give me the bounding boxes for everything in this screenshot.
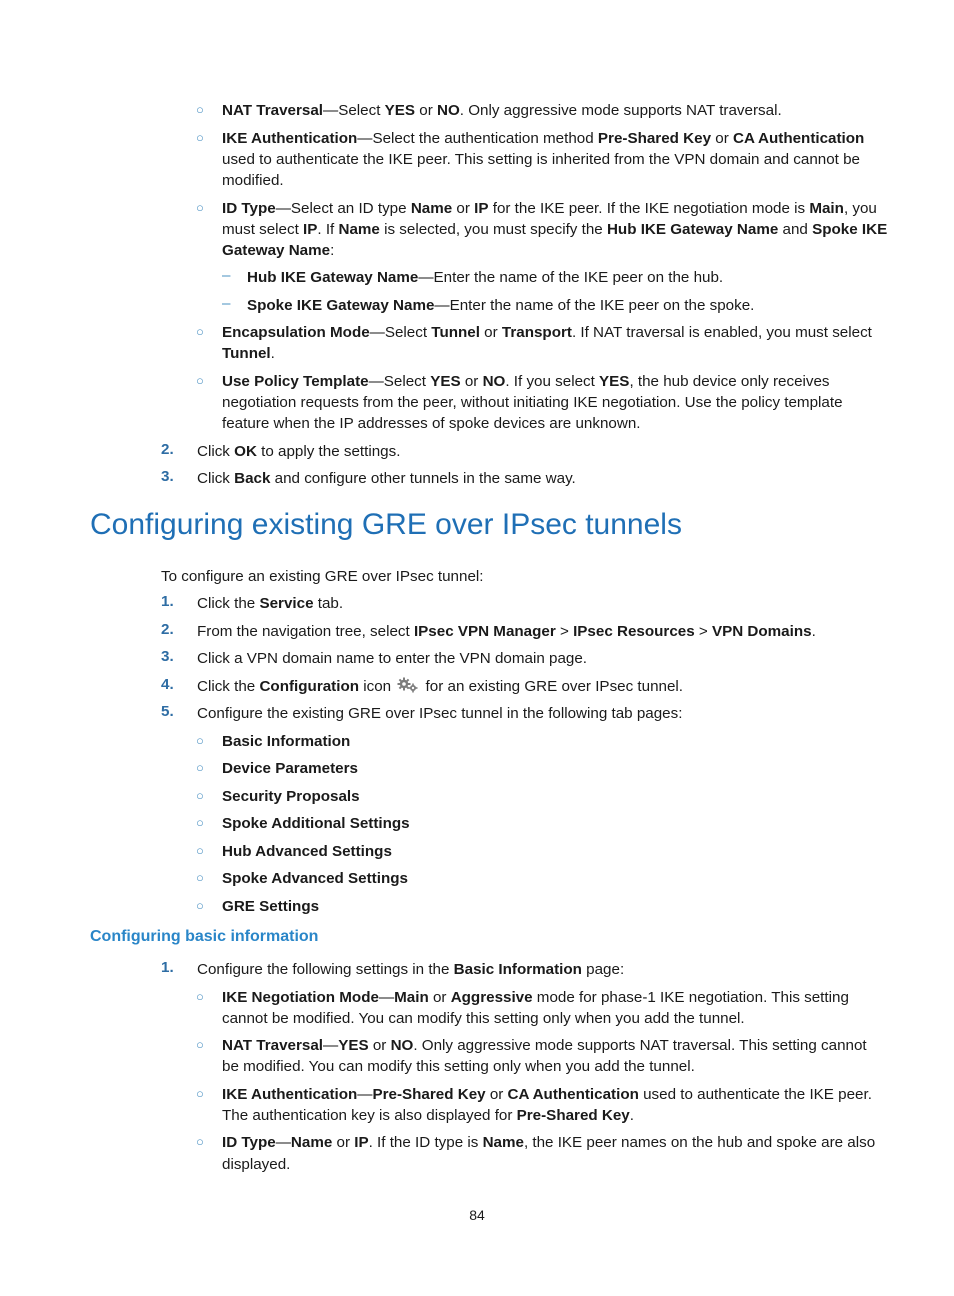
bullet-marker: ○ xyxy=(196,843,204,858)
bullet-marker: ○ xyxy=(196,898,204,913)
step-navigation-tree: From the navigation tree, select IPsec VPN Manager > IPsec Resources > VPN Domains. xyxy=(197,623,816,640)
sub-bullet-spoke-gateway: Spoke IKE Gateway Name—Enter the name of the IKE peer on the spoke. xyxy=(247,297,755,314)
bullet-id-type-line3: Gateway Name: xyxy=(222,242,335,259)
tab-page-item: Spoke Additional Settings xyxy=(222,815,410,832)
bullet-marker: ○ xyxy=(196,733,204,748)
bullet-marker: ○ xyxy=(196,788,204,803)
step-tab-pages: Configure the existing GRE over IPsec tunnel in the following tab pages: xyxy=(197,705,683,722)
dash-marker: – xyxy=(222,267,231,284)
step-number: 1. xyxy=(161,593,174,610)
intro-text: To configure an existing GRE over IPsec tunnel: xyxy=(161,568,484,585)
subsection-title: Configuring basic information xyxy=(90,928,319,945)
bullet-ike-authentication-line2: used to authenticate the IKE peer. This setting is inherited from the VPN domain and cannot be xyxy=(222,151,860,168)
bullet-use-policy-template-line3: feature when the IP addresses of spoke devices are unknown. xyxy=(222,415,641,432)
bullet-ike-negotiation-mode-line2: cannot be modified. You can modify this setting only when you add the tunnel. xyxy=(222,1010,745,1027)
bullet-nat-traversal: NAT Traversal—Select YES or NO. Only aggressive mode supports NAT traversal. xyxy=(222,102,782,119)
tab-page-item: Device Parameters xyxy=(222,760,358,777)
tab-page-item: Spoke Advanced Settings xyxy=(222,870,408,887)
bullet-ike-authentication-line3: modified. xyxy=(222,172,284,189)
bullet-use-policy-template-line2: negotiation requests from the peer, without initiating IKE negotiation. Use the policy template xyxy=(222,394,843,411)
page-number: 84 xyxy=(469,1207,485,1223)
bullet-ike-authentication: IKE Authentication—Select the authentication method Pre-Shared Key or CA Authentication xyxy=(222,130,865,147)
bullet-marker: ○ xyxy=(196,324,204,339)
step-number: 3. xyxy=(161,468,174,485)
bullet-use-policy-template: Use Policy Template—Select YES or NO. If you select YES, the hub device only receives xyxy=(222,373,830,390)
tab-page-item: Basic Information xyxy=(222,733,351,750)
bullet-marker: ○ xyxy=(196,102,204,117)
bullet-marker: ○ xyxy=(196,200,204,215)
tab-page-item: Security Proposals xyxy=(222,788,360,805)
step-number: 5. xyxy=(161,703,174,720)
bullet-encapsulation-mode-line2: Tunnel. xyxy=(222,345,275,362)
bullet-id-type-basic-line2: displayed. xyxy=(222,1156,291,1173)
step-number: 1. xyxy=(161,959,174,976)
bullet-marker: ○ xyxy=(196,1086,204,1101)
bullet-encapsulation-mode: Encapsulation Mode—Select Tunnel or Transport. If NAT traversal is enabled, you must select xyxy=(222,324,872,341)
step-basic-information: Configure the following settings in the Basic Information page: xyxy=(197,961,625,978)
step-number: 3. xyxy=(161,648,174,665)
bullet-nat-traversal-basic: NAT Traversal—YES or NO. Only aggressive mode supports NAT traversal. This setting cannot xyxy=(222,1037,867,1054)
bullet-marker: ○ xyxy=(196,130,204,145)
tab-page-item: GRE Settings xyxy=(222,898,320,915)
bullet-marker: ○ xyxy=(196,1037,204,1052)
bullet-id-type-line2: must select IP. If Name is selected, you must specify the Hub IKE Gateway Name and Spoke IKE xyxy=(222,221,888,238)
step-back: Click Back and configure other tunnels in the same way. xyxy=(197,470,576,487)
bullet-id-type-basic: ID Type—Name or IP. If the ID type is Name, the IKE peer names on the hub and spoke are also xyxy=(222,1134,876,1151)
gear-icon[interactable] xyxy=(397,677,419,693)
bullet-id-type: ID Type—Select an ID type Name or IP for the IKE peer. If the IKE negotiation mode is Main, you xyxy=(222,200,877,217)
bullet-marker: ○ xyxy=(196,870,204,885)
section-title: Configuring existing GRE over IPsec tunnels xyxy=(90,508,682,541)
step-vpn-domain: Click a VPN domain name to enter the VPN domain page. xyxy=(197,650,588,667)
bullet-marker: ○ xyxy=(196,760,204,775)
step-number: 2. xyxy=(161,621,174,638)
bullet-marker: ○ xyxy=(196,1134,204,1149)
step-ok: Click OK to apply the settings. xyxy=(197,443,401,460)
step-number: 2. xyxy=(161,441,174,458)
sub-bullet-hub-gateway: Hub IKE Gateway Name—Enter the name of the IKE peer on the hub. xyxy=(247,269,724,286)
bullet-marker: ○ xyxy=(196,373,204,388)
tab-page-item: Hub Advanced Settings xyxy=(222,843,392,860)
bullet-ike-authentication-basic-line2: The authentication key is also displayed for Pre-Shared Key. xyxy=(222,1107,634,1124)
bullet-marker: ○ xyxy=(196,815,204,830)
step-number: 4. xyxy=(161,676,174,693)
bullet-ike-authentication-basic: IKE Authentication—Pre-Shared Key or CA Authentication used to authenticate the IKE peer. xyxy=(222,1086,872,1103)
step-configuration-icon: Click the Configuration icon for an existing GRE over IPsec tunnel. xyxy=(197,678,684,695)
dash-marker: – xyxy=(222,295,231,312)
bullet-ike-negotiation-mode: IKE Negotiation Mode—Main or Aggressive mode for phase-1 IKE negotiation. This setting xyxy=(222,989,849,1006)
step-service-tab: Click the Service tab. xyxy=(197,595,344,612)
bullet-marker: ○ xyxy=(196,989,204,1004)
bullet-nat-traversal-basic-line2: be modified. You can modify this setting only when you add the tunnel. xyxy=(222,1058,695,1075)
